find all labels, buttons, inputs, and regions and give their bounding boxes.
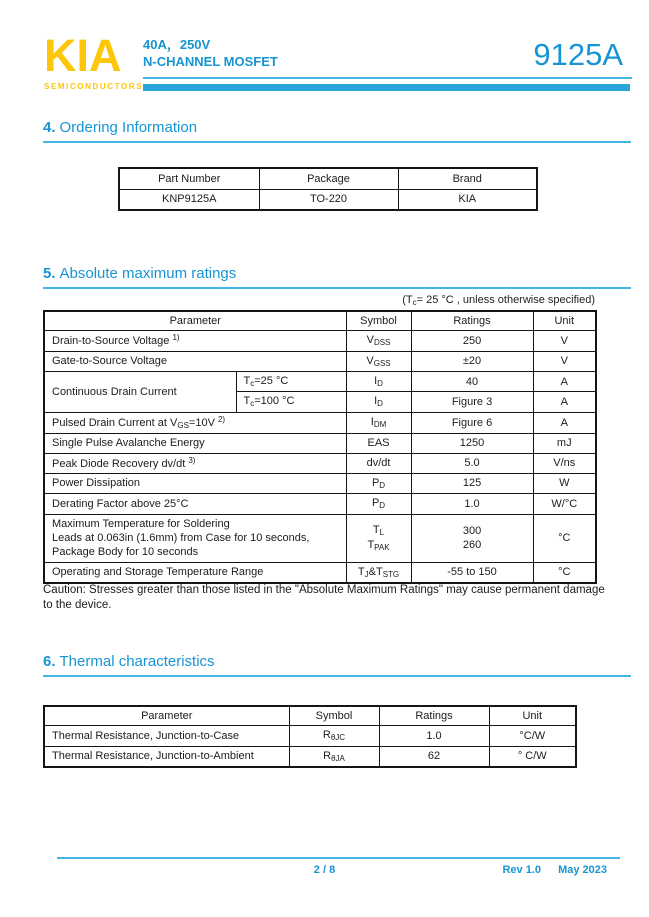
symbol-cell: $T_J\&T_{STG}$ <box>346 562 411 583</box>
column-header: Parameter <box>44 311 346 331</box>
table-row <box>44 494 596 514</box>
ratings-cell: 300 260 <box>411 514 533 562</box>
column-header: Unit <box>533 311 596 331</box>
section-number: 6. <box>43 653 56 670</box>
parameter-cell: Operating and Storage Temperature Range <box>44 562 346 583</box>
part-number-title: 9125A <box>533 37 623 72</box>
table-row <box>44 726 576 746</box>
ratings-cell: -55 to 150 <box>411 562 533 583</box>
ordering-table <box>118 167 538 211</box>
unit-cell: ° C/W <box>489 746 576 767</box>
table-row <box>44 562 596 583</box>
column-header: Symbol <box>346 311 411 331</box>
footer-rule <box>57 857 620 859</box>
unit-cell: °C/W <box>489 726 576 746</box>
section-title: Ordering Information <box>59 119 198 136</box>
table-header-row <box>44 311 596 331</box>
symbol-cell: $V_{DSS}$ <box>346 331 411 351</box>
section-heading-ordering <box>43 119 631 143</box>
unit-cell: V/ns <box>533 453 596 473</box>
ratings-cell: 5.0 <box>411 453 533 473</box>
device-summary <box>143 36 278 70</box>
ratings-cell: 62 <box>379 746 489 767</box>
table-row <box>44 331 596 351</box>
revision-date: May 2023 <box>558 864 607 876</box>
column-header: Ratings <box>379 706 489 726</box>
caution-note: Caution: Stresses greater than those listed in the "Absolute Maximum Ratings" may cause permanent damage to the device. <box>43 584 605 611</box>
condition-cell: $T_c=25$ °C <box>236 372 346 392</box>
table-row <box>44 372 596 392</box>
ratings-cell: Figure 6 <box>411 412 533 433</box>
section-title: Thermal characteristics <box>59 653 215 670</box>
parameter-cell: Power Dissipation <box>44 473 346 493</box>
symbol-cell: $T_L$ $T_{PAK}$ <box>346 514 411 562</box>
revision-label: Rev 1.0 <box>502 864 541 876</box>
revision-info <box>502 864 607 876</box>
column-header: Brand <box>398 168 537 189</box>
table-row <box>44 473 596 493</box>
symbol-cell: dv/dt <box>346 453 411 473</box>
page-number: 2 / 8 <box>313 864 336 876</box>
parameter-cell: Peak Diode Recovery dv/dt $^{3)}$ <box>44 453 346 473</box>
symbol-cell: $I_D$ <box>346 392 411 412</box>
column-header: Unit <box>489 706 576 726</box>
table-row <box>44 453 596 473</box>
parameter-cell: Drain-to-Source Voltage $^{1)}$ <box>44 331 346 351</box>
table-row <box>119 189 537 210</box>
section-heading-thermal <box>43 653 631 677</box>
condition-cell: $T_c=100$ °C <box>236 392 346 412</box>
ratings-cell: 1.0 <box>379 726 489 746</box>
parameter-cell: Gate-to-Source Voltage <box>44 351 346 371</box>
ratings-cell: 1.0 <box>411 494 533 514</box>
parameter-cell: Thermal Resistance, Junction-to-Ambient <box>44 746 289 767</box>
ratings-cell: ±20 <box>411 351 533 371</box>
parameter-cell: Thermal Resistance, Junction-to-Case <box>44 726 289 746</box>
unit-cell: °C <box>533 514 596 562</box>
table-row <box>44 746 576 767</box>
symbol-cell: $V_{GSS}$ <box>346 351 411 371</box>
unit-cell: V <box>533 351 596 371</box>
symbol-cell: $I_{DM}$ <box>346 412 411 433</box>
parameter-cell: Continuous Drain Current <box>44 372 236 413</box>
header-rule-thin <box>143 77 632 79</box>
table-header-row <box>119 168 537 189</box>
unit-cell: A <box>533 392 596 412</box>
part-number-cell: KNP9125A <box>119 189 259 210</box>
header-rule-thick <box>143 84 630 91</box>
unit-cell: V <box>533 331 596 351</box>
ratings-cell: 1250 <box>411 434 533 453</box>
ratings-cell: 250 <box>411 331 533 351</box>
unit-cell: W <box>533 473 596 493</box>
column-header: Parameter <box>44 706 289 726</box>
ratings-cell: 125 <box>411 473 533 493</box>
unit-cell: W/°C <box>533 494 596 514</box>
section-title: Absolute maximum ratings <box>59 265 237 282</box>
symbol-cell: $R_{\theta JA}$ <box>289 746 379 767</box>
section-number: 4. <box>43 119 56 136</box>
parameter-cell: Pulsed Drain Current at $V_{GS}=10V$ $^{2)}$ <box>44 412 346 433</box>
symbol-cell: $P_D$ <box>346 494 411 514</box>
symbol-cell: $R_{\theta JC}$ <box>289 726 379 746</box>
table-header-row <box>44 706 576 726</box>
brand-logo-subtext: SEMICONDUCTORS <box>44 82 144 91</box>
section-number: 5. <box>43 265 56 282</box>
parameter-cell: Maximum Temperature for Soldering Leads at 0.063in (1.6mm) from Case for 10 seconds, Package Body for 10 seconds <box>44 514 346 562</box>
abs-max-ratings-table <box>43 310 597 584</box>
table-row <box>44 351 596 371</box>
symbol-cell: EAS <box>346 434 411 453</box>
device-rating-line: 40A，250V <box>143 37 211 52</box>
ratings-cell: Figure 3 <box>411 392 533 412</box>
package-cell: TO-220 <box>259 189 398 210</box>
symbol-cell: $I_D$ <box>346 372 411 392</box>
column-header: Ratings <box>411 311 533 331</box>
table-row <box>44 514 596 562</box>
brand-logo: KIA <box>44 30 122 81</box>
table-row <box>44 434 596 453</box>
test-condition-note: ($T_c= 25$ °C , unless otherwise specified) <box>402 294 595 307</box>
brand-cell: KIA <box>398 189 537 210</box>
ratings-cell: 40 <box>411 372 533 392</box>
parameter-cell: Single Pulse Avalanche Energy <box>44 434 346 453</box>
unit-cell: °C <box>533 562 596 583</box>
column-header: Part Number <box>119 168 259 189</box>
symbol-cell: $P_D$ <box>346 473 411 493</box>
column-header: Package <box>259 168 398 189</box>
device-type-line: N-CHANNEL MOSFET <box>143 54 278 69</box>
parameter-cell: Derating Factor above 25°C <box>44 494 346 514</box>
column-header: Symbol <box>289 706 379 726</box>
unit-cell: A <box>533 372 596 392</box>
thermal-characteristics-table <box>43 705 577 768</box>
table-row <box>44 412 596 433</box>
unit-cell: A <box>533 412 596 433</box>
unit-cell: mJ <box>533 434 596 453</box>
section-heading-abs-max <box>43 265 631 289</box>
